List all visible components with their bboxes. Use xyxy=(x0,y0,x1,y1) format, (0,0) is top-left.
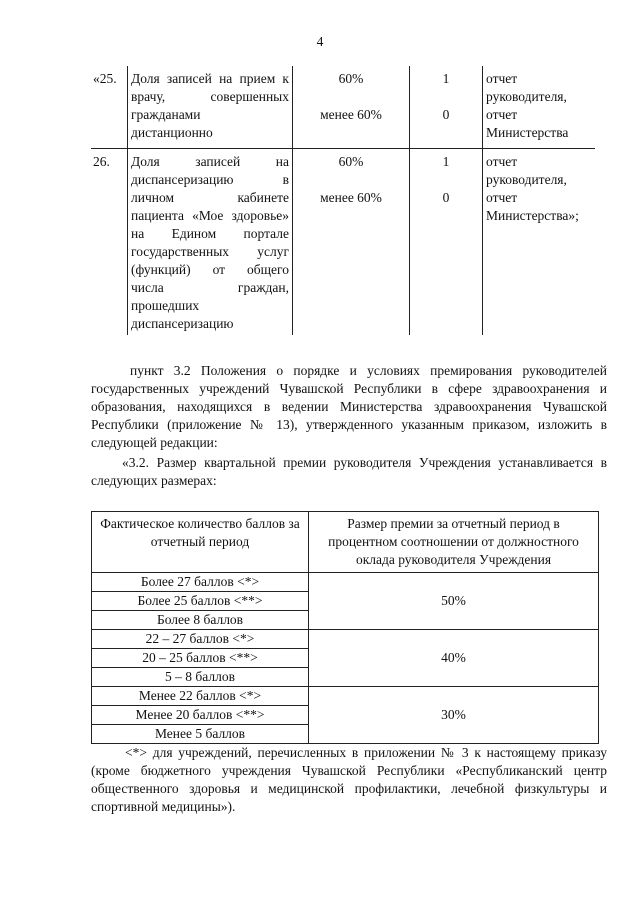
indicator-number: 26. xyxy=(91,149,128,336)
indicator-name-line: (функций) от общего xyxy=(131,262,289,277)
bonus-points-cell: Менее 20 баллов <**> xyxy=(92,706,309,725)
bonus-table xyxy=(91,511,599,744)
indicator-name-line: числа граждан, xyxy=(131,280,289,295)
indicator-name-line: личном кабинете xyxy=(131,190,289,205)
indicator-source-line: Министерства xyxy=(486,125,569,140)
header-bonus-size: Размер премии за отчетный период в процентном соотношении от должностного оклада руководителя Учреждения xyxy=(309,512,599,573)
indicator-score: 1 xyxy=(442,71,450,86)
header-points: Фактическое количество баллов за отчетный период xyxy=(92,512,309,573)
indicator-number: «25. xyxy=(93,71,117,86)
bonus-points-cell: Более 27 баллов <*> xyxy=(92,573,309,592)
indicator-score: 0 xyxy=(442,107,450,122)
indicator-value: менее 60% xyxy=(320,190,382,205)
score-gap xyxy=(413,88,479,106)
bonus-percent-cell: 50% xyxy=(309,573,599,630)
indicator-name-line: прошедших xyxy=(131,298,200,313)
indicator-source-line: отчет xyxy=(486,190,518,205)
indicator-source xyxy=(483,66,596,149)
indicator-source xyxy=(483,149,596,336)
bonus-points-cell: Менее 5 баллов xyxy=(92,725,309,744)
value-gap xyxy=(296,88,406,106)
indicator-values xyxy=(293,149,410,336)
paragraph-clause-3-2: «3.2. Размер квартальной премии руководителя Учреждения устанавливается в следующих размерах: xyxy=(91,455,607,488)
bonus-points-cell: Более 25 баллов <**> xyxy=(92,592,309,611)
indicator-name-line: на Едином портале xyxy=(131,226,289,241)
indicator-row xyxy=(91,149,595,336)
indicator-value: 60% xyxy=(338,154,364,169)
indicator-name-line: Доля записей на прием к xyxy=(131,71,289,86)
indicator-name-line: диспансеризацию xyxy=(131,316,234,331)
bonus-percent-cell: 30% xyxy=(309,687,599,744)
indicator-name-line: пациента «Мое здоровье» xyxy=(131,208,289,223)
indicator-source-line: отчет xyxy=(486,154,518,169)
indicator-scores xyxy=(410,66,483,149)
bonus-points-cell: Менее 22 баллов <*> xyxy=(92,687,309,706)
indicator-name xyxy=(128,66,293,149)
indicator-score: 1 xyxy=(442,154,450,169)
indicator-scores xyxy=(410,149,483,336)
indicator-table xyxy=(91,66,595,335)
indicator-name-line: государственных услуг xyxy=(131,244,289,259)
bonus-row xyxy=(92,687,599,706)
bonus-points-cell: 22 – 27 баллов <*> xyxy=(92,630,309,649)
indicator-source-line: отчет xyxy=(486,71,518,86)
bonus-points-cell: 20 – 25 баллов <**> xyxy=(92,649,309,668)
bonus-row xyxy=(92,573,599,592)
bonus-row xyxy=(92,630,599,649)
bonus-points-cell: Более 8 баллов xyxy=(92,611,309,630)
indicator-name-line: дистанционно xyxy=(131,125,213,140)
indicator-source-line: Министерства»; xyxy=(486,208,579,223)
page-number: 4 xyxy=(316,34,324,49)
bonus-percent-cell: 40% xyxy=(309,630,599,687)
indicator-name-line: гражданами xyxy=(131,107,201,122)
bonus-points-cell: 5 – 8 баллов xyxy=(92,668,309,687)
score-gap xyxy=(413,171,479,189)
indicator-name xyxy=(128,149,293,336)
indicator-name-line: Доля записей на xyxy=(131,154,289,169)
indicator-row xyxy=(91,66,595,149)
footnote-paragraph: <*> для учреждений, перечисленных в приложении № 3 к настоящему приказу (кроме бюджетного учреждения Чувашской Республики «Республиканский центр общественного здоровья и медицинской профилактики, лечебной физкультуры и спортивной медицины»). xyxy=(91,745,607,814)
indicator-source-line: руководителя, xyxy=(486,89,567,104)
bonus-table-header xyxy=(92,512,599,573)
indicator-score: 0 xyxy=(442,190,450,205)
indicator-values xyxy=(293,66,410,149)
indicator-value: менее 60% xyxy=(320,107,382,122)
paragraph-amendment: пункт 3.2 Положения о порядке и условиях премирования руководителей государственных учреждений Чувашской Республики в сфере здравоохранения и образования, находящихся в ведении Министерства здравоохранения Чувашской Республики (приложение № 13), утвержденного указанным приказом, изложить в следующей редакции: xyxy=(91,363,607,450)
indicator-source-line: руководителя, xyxy=(486,172,567,187)
indicator-name-line: врачу, совершенных xyxy=(131,89,289,104)
indicator-name-line: диспансеризацию в xyxy=(131,172,289,187)
indicator-source-line: отчет xyxy=(486,107,518,122)
value-gap xyxy=(296,171,406,189)
indicator-value: 60% xyxy=(338,71,364,86)
